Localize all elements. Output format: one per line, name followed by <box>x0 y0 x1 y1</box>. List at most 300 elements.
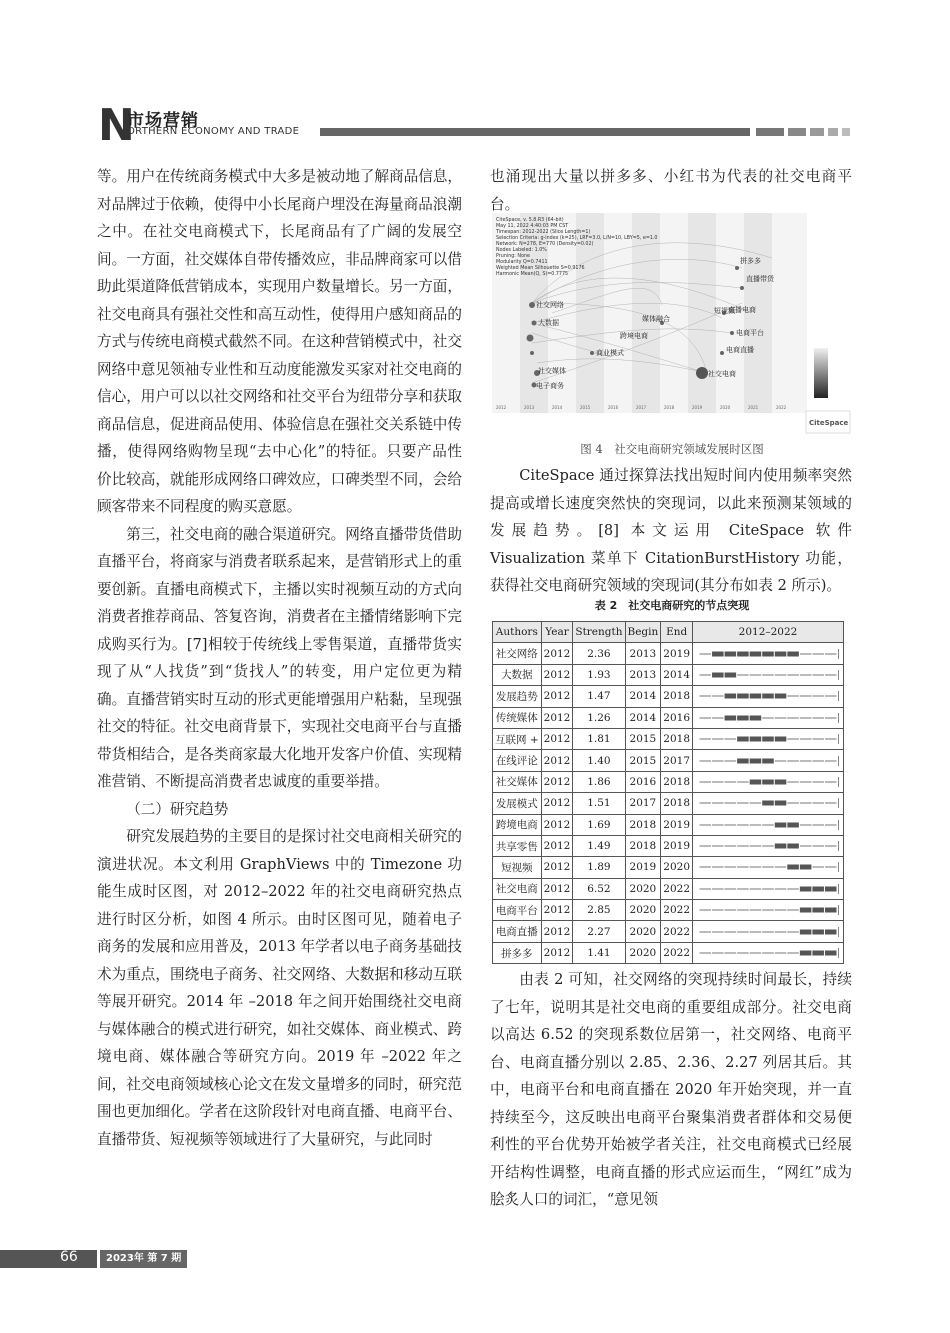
timeline-segment <box>712 931 724 933</box>
table-cell-end: 2022 <box>661 900 693 921</box>
table-cell-term: 发展模式 <box>493 793 542 814</box>
table-cell-begin: 2020 <box>625 921 661 942</box>
table-cell-year: 2012 <box>541 728 573 749</box>
table-cell-year: 2012 <box>541 664 573 685</box>
timeline-segment <box>700 760 712 762</box>
figure-caption: 图 4 社交电商研究领域发展时区图 <box>580 442 764 456</box>
timeline-segment <box>787 952 799 954</box>
timeline-segment <box>762 845 774 847</box>
burst-segment <box>762 651 774 656</box>
figure-year-tick: 2021 <box>748 405 759 410</box>
timeline-segment <box>800 824 812 826</box>
journal-logo-letter: N <box>98 100 135 151</box>
timeline-segment <box>800 738 812 740</box>
timeline-segment <box>825 781 837 783</box>
table-row <box>493 686 844 707</box>
timeline-segment <box>700 674 712 676</box>
page-number: 66 <box>60 1249 78 1265</box>
timeline-segment <box>800 695 812 697</box>
table-cell-strength: 6.52 <box>573 878 625 899</box>
timeline-segment <box>750 931 762 933</box>
timeline-segment <box>762 888 774 890</box>
table-row <box>493 771 844 792</box>
timeline-segment <box>712 781 724 783</box>
table-cell-term: 短视频 <box>493 857 542 878</box>
burst-segment <box>787 865 799 870</box>
figure-node-label: 商业模式 <box>596 349 624 357</box>
burst-segment <box>737 737 749 742</box>
timeline-segment <box>787 888 799 890</box>
timeline-segment <box>812 845 824 847</box>
timeline-segment <box>762 909 774 911</box>
header-stripe <box>320 128 850 136</box>
timeline-segment <box>712 717 724 719</box>
table-cell-strength: 2.85 <box>573 900 625 921</box>
burst-timeline <box>693 643 844 664</box>
timeline-segment <box>825 695 837 697</box>
timeline-segment <box>750 952 762 954</box>
burst-timeline <box>693 664 844 685</box>
figure-year-tick: 2018 <box>664 405 675 410</box>
table-cell-end: 2018 <box>661 771 693 792</box>
figure-info-line: May 11, 2022 4:40:03 PM CST <box>496 224 569 229</box>
figure-year-tick: 2015 <box>580 405 591 410</box>
figure-node-label: 电子商务 <box>536 382 564 390</box>
timeline-segment <box>825 653 837 655</box>
timeline-end-tick <box>838 948 839 958</box>
timeline-segment <box>825 845 837 847</box>
table-cell-strength: 1.40 <box>573 750 625 771</box>
figure-node-label: 直播电商 <box>728 306 756 314</box>
timeline-segment <box>725 888 737 890</box>
timeline-segment <box>700 653 712 655</box>
timeline-segment <box>800 781 812 783</box>
timeline-segment <box>725 909 737 911</box>
timeline-segment <box>725 824 737 826</box>
burst-segment <box>750 758 762 763</box>
timeline-segment <box>700 781 712 783</box>
burst-timeline <box>693 942 844 963</box>
table-row <box>493 835 844 856</box>
timeline-segment <box>712 909 724 911</box>
burst-timeline <box>693 814 844 835</box>
timeline-segment <box>700 845 712 847</box>
burst-segment <box>812 929 824 934</box>
figure-node-label: 大数据 <box>538 319 559 327</box>
timeline-segment <box>750 845 762 847</box>
table-cell-term: 共享零售 <box>493 835 542 856</box>
table-title: 表 2 社交电商研究的节点突现 <box>594 599 750 612</box>
table-cell-year: 2012 <box>541 900 573 921</box>
burst-segment <box>787 651 799 656</box>
table-row <box>493 878 844 899</box>
figure-info-line: Modularity Q=0.7411 <box>496 260 548 265</box>
timeline-segment <box>712 802 724 804</box>
table-cell-term: 拼多多 <box>493 942 542 963</box>
table-cell-term: 电商平台 <box>493 900 542 921</box>
table-cell-end: 2018 <box>661 686 693 707</box>
table-cell-strength: 1.26 <box>573 707 625 728</box>
timeline-segment <box>737 931 749 933</box>
figure-info-line: Pruning: None <box>496 254 530 259</box>
table-cell-begin: 2014 <box>625 686 661 707</box>
burst-segment <box>775 801 787 806</box>
table-cell-begin: 2016 <box>625 771 661 792</box>
timeline-end-tick <box>838 691 839 701</box>
timeline-segment <box>712 866 724 868</box>
timeline-segment <box>725 845 737 847</box>
figure-year-tick: 2022 <box>776 405 787 410</box>
timeline-segment <box>787 909 799 911</box>
timeline-segment <box>725 738 737 740</box>
section-heading: （二）研究趋势 <box>126 800 229 818</box>
figure-year-tick: 2012 <box>496 405 507 410</box>
timeline-segment <box>812 802 824 804</box>
table-cell-end: 2019 <box>661 643 693 664</box>
timeline-segment <box>762 866 774 868</box>
timeline-segment <box>737 674 749 676</box>
timeline-segment <box>712 824 724 826</box>
figure-info-line: Selection Criteria: g-index (k=25), LRF=3.0, L/N=10, LBY=5, e=1.0 <box>496 236 658 241</box>
burst-segment <box>762 779 774 784</box>
burst-segment <box>825 929 837 934</box>
figure-node-label: 电商平台 <box>736 329 764 337</box>
timeline-segment <box>700 738 712 740</box>
timeline-segment <box>812 824 824 826</box>
timeline-segment <box>700 909 712 911</box>
timeline-segment <box>775 866 787 868</box>
burst-segment <box>725 672 737 677</box>
table-row <box>493 814 844 835</box>
timeline-segment <box>825 717 837 719</box>
burst-segment <box>825 951 837 956</box>
burst-segment <box>812 886 824 891</box>
burst-segment <box>775 822 787 827</box>
timeline-end-tick <box>838 713 839 723</box>
timeline-segment <box>787 695 799 697</box>
legend-gradient <box>814 348 828 398</box>
table-cell-begin: 2013 <box>625 664 661 685</box>
figure-year-tick: 2019 <box>692 405 703 410</box>
burst-segment <box>737 694 749 699</box>
timeline-segment <box>812 781 824 783</box>
table-cell-year: 2012 <box>541 835 573 856</box>
timeline-segment <box>825 824 837 826</box>
timeline-segment <box>812 717 824 719</box>
timeline-end-tick <box>838 820 839 830</box>
timeline-segment <box>712 845 724 847</box>
table-row <box>493 750 844 771</box>
figure-node-label: 社交电商 <box>708 370 736 378</box>
timeline-segment <box>812 674 824 676</box>
table-cell-end: 2018 <box>661 728 693 749</box>
timeline-segment <box>812 738 824 740</box>
timeline-segment <box>825 802 837 804</box>
timeline-segment <box>775 717 787 719</box>
paragraph: 由表 2 可知，社交网络的突现持续时间最长，持续了七年，说明其是社交电商的重要组成部分。社交电商以高达 6.52 的突现系数位居第一，社交网络、电商平台、电商直播分别以 2.85、2.36、2.27 列居其后。其中，电商平台和电商直播在 2020 年开始突现，并一直持续至今，这反映出电商平台聚集消费者群体和交易便利性的平台优势开始被学者关注，社交电商模式已经展开结构性调整，电商直播的形式应运而生，“网红”成为脍炙人口的词汇，“意见领 <box>490 971 852 1208</box>
timeline-segment <box>700 888 712 890</box>
timeline-segment <box>775 952 787 954</box>
timeline-end-tick <box>838 884 839 894</box>
burst-segment <box>750 694 762 699</box>
table-header-row <box>493 622 844 643</box>
timeline-segment <box>775 888 787 890</box>
table-row <box>493 707 844 728</box>
timeline-segment <box>750 674 762 676</box>
table-cell-strength: 1.41 <box>573 942 625 963</box>
timeline-segment <box>787 674 799 676</box>
burst-segment <box>750 651 762 656</box>
burst-segment <box>775 737 787 742</box>
column-header: Authors <box>493 622 542 643</box>
figure-node-label: 媒体融合 <box>642 315 670 323</box>
timeline-end-tick <box>838 862 839 872</box>
timezone-figure <box>492 213 852 438</box>
timeline-end-tick <box>838 670 839 680</box>
figure-year-tick: 2017 <box>636 405 647 410</box>
table-cell-strength: 1.89 <box>573 857 625 878</box>
figure-info-line: Harmonic Mean(Q, S)=0.7775 <box>496 272 569 277</box>
figure-info-line: Network: N=278, E=770 (Density=0.02) <box>496 242 594 247</box>
burst-segment <box>812 908 824 913</box>
timeline-segment <box>800 845 812 847</box>
journal-section-title: 市场营销 <box>127 111 199 131</box>
table-cell-strength: 2.27 <box>573 921 625 942</box>
table-cell-end: 2022 <box>661 878 693 899</box>
table-cell-term: 电商直播 <box>493 921 542 942</box>
figure-info-line: Nodes Labeled: 1.0% <box>496 248 547 253</box>
column-header: Year <box>541 622 573 643</box>
citespace-logo: CiteSpace <box>809 419 849 427</box>
table-cell-year: 2012 <box>541 942 573 963</box>
timeline-segment <box>787 781 799 783</box>
burst-segment <box>825 908 837 913</box>
column-header: Begin <box>625 622 661 643</box>
paragraph: 等。用户在传统商务模式中大多是被动地了解商品信息，对品牌过于依赖，使得中小长尾商户埋没在海量商品浪潮之中。在社交电商模式下，长尾商品有了广阔的发展空间。一方面，社交媒体自带传播效应，非品牌商家可以借助此渠道降低营销成本，实现用户数量增长。另一方面，社交电商具有强社交性和高互动性，使得用户感知商品的方式与传统电商模式截然不同。在这种营销模式中，社交网络中意见领袖专业性和互动度能激发买家对社交电商的信心，用户可以以社交网络和社交平台为纽带分享和获取商品信息，促进商品使用、体验信息在强社交关系链中传播，使得网络购物呈现“去中心化”的特征。只要产品性价比较高，就能形成网络口碑效应，口碑类型不同，会给顾客带来不同程度的购买意愿。 <box>97 168 462 515</box>
table-row <box>493 793 844 814</box>
timeline-segment <box>825 866 837 868</box>
table-cell-strength: 1.49 <box>573 835 625 856</box>
timeline-segment <box>725 760 737 762</box>
table-cell-begin: 2014 <box>625 707 661 728</box>
timeline-end-tick <box>838 798 839 808</box>
table-cell-begin: 2018 <box>625 814 661 835</box>
table-cell-begin: 2017 <box>625 793 661 814</box>
table-cell-end: 2022 <box>661 942 693 963</box>
column-header: Strength <box>573 622 625 643</box>
figure-year-tick: 2020 <box>720 405 731 410</box>
burst-timeline <box>693 921 844 942</box>
burst-segment <box>762 694 774 699</box>
figure-node-label: 社交网络 <box>536 301 564 309</box>
table-cell-strength: 2.36 <box>573 643 625 664</box>
table-cell-end: 2019 <box>661 835 693 856</box>
table-cell-term: 跨境电商 <box>493 814 542 835</box>
timeline-end-tick <box>838 756 839 766</box>
table-row <box>493 728 844 749</box>
left-column <box>97 163 462 1153</box>
timeline-segment <box>800 674 812 676</box>
timeline-segment <box>825 738 837 740</box>
timeline-segment <box>700 824 712 826</box>
timeline-end-tick <box>838 649 839 659</box>
timeline-segment <box>812 760 824 762</box>
table-cell-begin: 2018 <box>625 835 661 856</box>
timeline-segment <box>700 952 712 954</box>
table-row <box>493 664 844 685</box>
burst-segment <box>725 715 737 720</box>
burst-timeline <box>693 686 844 707</box>
table-cell-year: 2012 <box>541 857 573 878</box>
burst-segment <box>750 737 762 742</box>
timeline-segment <box>712 738 724 740</box>
burst-segment <box>800 886 812 891</box>
paragraph: CiteSpace 通过探算法找出短时间内使用频率突然提高或增长速度突然快的突现词，以此来预测某领域的发展趋势。[8] 本文运用 CiteSpace 软件 Visualization 菜单下 CitationBurstHistory 功能，获得社交电商研究领域的突现词(其分布如表 2 所示)。 <box>490 467 852 594</box>
timeline-segment <box>750 888 762 890</box>
figure-node-label: 直播带货 <box>746 275 774 283</box>
burst-timeline <box>693 771 844 792</box>
figure-year-tick: 2013 <box>524 405 535 410</box>
burst-segment <box>712 651 724 656</box>
table-cell-term: 社交电商 <box>493 878 542 899</box>
table-cell-year: 2012 <box>541 707 573 728</box>
timeline-segment <box>700 866 712 868</box>
burst-segment <box>737 651 749 656</box>
figure-info-line: CiteSpace, v. 5.8.R3 (64-bit) <box>496 218 564 223</box>
footer-bar <box>0 1250 97 1268</box>
table-cell-strength: 1.47 <box>573 686 625 707</box>
table-cell-strength: 1.51 <box>573 793 625 814</box>
timeline-segment <box>712 888 724 890</box>
burst-timeline <box>693 793 844 814</box>
timeline-end-tick <box>838 927 839 937</box>
timeline-segment <box>775 931 787 933</box>
table-cell-begin: 2020 <box>625 900 661 921</box>
timeline-end-tick <box>838 734 839 744</box>
timeline-segment <box>800 760 812 762</box>
timeline-end-tick <box>838 905 839 915</box>
table-cell-term: 互联网 + <box>493 728 542 749</box>
timeline-segment <box>787 738 799 740</box>
figure-node-label: 社交媒体 <box>538 367 566 375</box>
timeline-segment <box>750 866 762 868</box>
timeline-segment <box>762 952 774 954</box>
timeline-segment <box>712 952 724 954</box>
timeline-segment <box>737 866 749 868</box>
timeline-segment <box>762 674 774 676</box>
timeline-segment <box>775 760 787 762</box>
burst-segment <box>812 951 824 956</box>
table-cell-year: 2012 <box>541 878 573 899</box>
figure-node-label: 短视频 <box>714 307 735 315</box>
burst-timeline <box>693 835 844 856</box>
paragraph: 也涌现出大量以拼多多、小红书为代表的社交电商平台。 <box>490 168 852 213</box>
timeline-segment <box>825 760 837 762</box>
burst-segment <box>775 844 787 849</box>
figure-info-line: Timespan: 2012-2022 (Slice Length=1) <box>496 230 591 235</box>
timeline-segment <box>700 717 712 719</box>
burst-segment <box>787 822 799 827</box>
timeline-segment <box>800 653 812 655</box>
table-cell-end: 2018 <box>661 793 693 814</box>
figure-year-tick: 2016 <box>608 405 619 410</box>
table-cell-term: 社交媒体 <box>493 771 542 792</box>
table-cell-term: 在线评论 <box>493 750 542 771</box>
burst-table <box>492 621 844 964</box>
timeline-segment <box>750 909 762 911</box>
right-column-top <box>490 163 852 218</box>
timeline-segment <box>787 717 799 719</box>
table-cell-year: 2012 <box>541 750 573 771</box>
timeline-segment <box>775 674 787 676</box>
burst-timeline <box>693 900 844 921</box>
table-cell-end: 2014 <box>661 664 693 685</box>
timeline-segment <box>700 695 712 697</box>
table-cell-end: 2017 <box>661 750 693 771</box>
timeline-segment <box>737 781 749 783</box>
table-cell-end: 2019 <box>661 814 693 835</box>
burst-segment <box>762 801 774 806</box>
table-cell-year: 2012 <box>541 643 573 664</box>
timeline-segment <box>725 931 737 933</box>
timeline-segment <box>737 888 749 890</box>
table-cell-year: 2012 <box>541 814 573 835</box>
burst-segment <box>775 779 787 784</box>
table-row <box>493 643 844 664</box>
table-cell-end: 2022 <box>661 921 693 942</box>
table-cell-begin: 2020 <box>625 878 661 899</box>
timeline-segment <box>725 802 737 804</box>
timeline-segment <box>787 802 799 804</box>
table-cell-strength: 1.69 <box>573 814 625 835</box>
burst-segment <box>787 844 799 849</box>
figure-info-line: Weighted Mean Silhouette S=0.9176 <box>496 266 585 271</box>
burst-segment <box>725 651 737 656</box>
table-cell-begin: 2013 <box>625 643 661 664</box>
burst-segment <box>762 758 774 763</box>
journal-subtitle: ORTHERN ECONOMY AND TRADE <box>127 126 300 137</box>
table-cell-year: 2012 <box>541 793 573 814</box>
timeline-segment <box>787 931 799 933</box>
timeline-segment <box>737 824 749 826</box>
table-cell-term: 社交网络 <box>493 643 542 664</box>
table-row <box>493 900 844 921</box>
timeline-segment <box>750 824 762 826</box>
table-row <box>493 921 844 942</box>
burst-timeline <box>693 878 844 899</box>
timeline-segment <box>750 802 762 804</box>
table-cell-strength: 1.86 <box>573 771 625 792</box>
column-header: End <box>661 622 693 643</box>
table-cell-term: 传统媒体 <box>493 707 542 728</box>
timeline-segment <box>812 866 824 868</box>
burst-segment <box>737 715 749 720</box>
burst-segment <box>800 951 812 956</box>
column-header: 2012–2022 <box>693 622 844 643</box>
paragraph: 研究发展趋势的主要目的是探讨社交电商相关研究的演进状况。本文利用 GraphViews 中的 Timezone 功能生成时区图，对 2012–2022 年的社交电商研究热点进行时区分析，如图 4 所示。由时区图可见，随着电子商务的发展和应用普及，2013 年学者以电子商务基础技术为重点，围绕电子商务、社交网络、大数据和移动互联等展开研究。2014 年 –2018 年之间开始围绕社交电商与媒体融合的模式进行研究，如社交媒体、商业模式、跨境电商、媒体融合等研究方向。2019 年 –2022 年之间，社交电商领域核心论文在发文量增多的同时，研究范围也更加细化。学者在这阶段针对电商直播、电商平台、直播带货、短视频等领域进行了大量研究，与此同时 <box>97 828 462 1148</box>
burst-segment <box>775 694 787 699</box>
timeline-segment <box>800 717 812 719</box>
timeline-segment <box>712 695 724 697</box>
burst-segment <box>750 779 762 784</box>
issue-label: 2023年 第 7 期 <box>100 1250 187 1268</box>
timeline-segment <box>737 802 749 804</box>
timeline-segment <box>800 802 812 804</box>
timeline-segment <box>812 695 824 697</box>
timeline-segment <box>762 717 774 719</box>
timeline-segment <box>700 931 712 933</box>
table-row <box>493 942 844 963</box>
